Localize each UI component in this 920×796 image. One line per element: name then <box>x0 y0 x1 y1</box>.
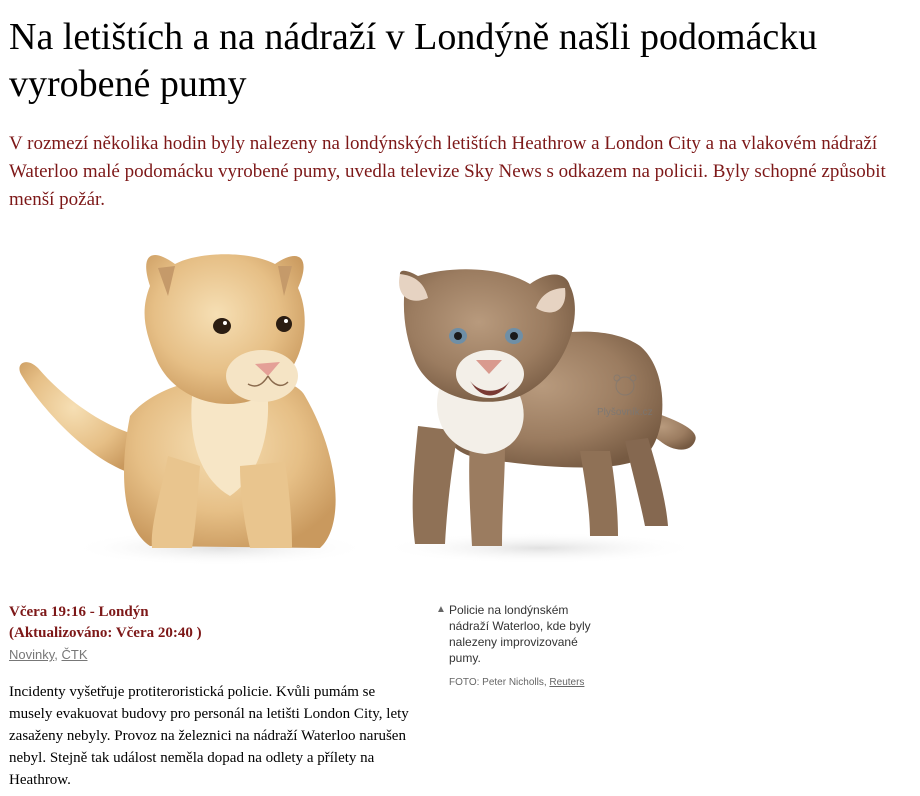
article-headline: Na letištích a na nádraží v Londýně našli podomácku vyrobené pumy <box>9 16 818 105</box>
source-link-novinky[interactable]: Novinky <box>9 647 55 662</box>
article-perex: V rozmezí několika hodin byly nalezeny na londýnských letištích Heathrow a London City a na vlakovém nádraží Waterloo malé podomácku vyrobené pumy, uvedla televize Sky News s odkazem na policii. Byly schopné způsobit menší požár. <box>9 133 886 210</box>
article-sources <box>9 645 409 665</box>
photo-credit <box>449 675 611 691</box>
article-body: Incidenty vyšetřuje protiteroristická policie. Kvůli pumám se musely evakuovat budovy pro personál na letišti London City, lety zasaženy nebyly. Provoz na železnici na nádraží Waterloo narušen nebyl. Stejně tak událost neměla dopad na odlety a přílety na Heathrow. <box>9 684 409 788</box>
source-separator: , <box>54 647 62 662</box>
photo-watermark: Plyšovník.cz <box>597 407 653 418</box>
photo-caption-text: Policie na londýnském nádraží Waterloo, kde byly nalezeny improvizované pumy. <box>449 603 591 665</box>
plush-cat-left-figure <box>19 254 370 566</box>
article-updated: (Aktualizováno: Včera 20:40 ) <box>9 625 202 641</box>
photo-caption <box>436 602 611 691</box>
article-photo <box>0 226 720 586</box>
article-meta <box>9 602 409 665</box>
photo-credit-link[interactable]: Reuters <box>549 677 585 688</box>
article-dateline: Včera 19:16 - Londýn <box>9 604 149 620</box>
triangle-up-icon: ▲ <box>436 604 446 615</box>
photo-credit-prefix: FOTO: Peter Nicholls, <box>449 677 550 688</box>
source-link-ctk[interactable]: ČTK <box>61 647 88 662</box>
